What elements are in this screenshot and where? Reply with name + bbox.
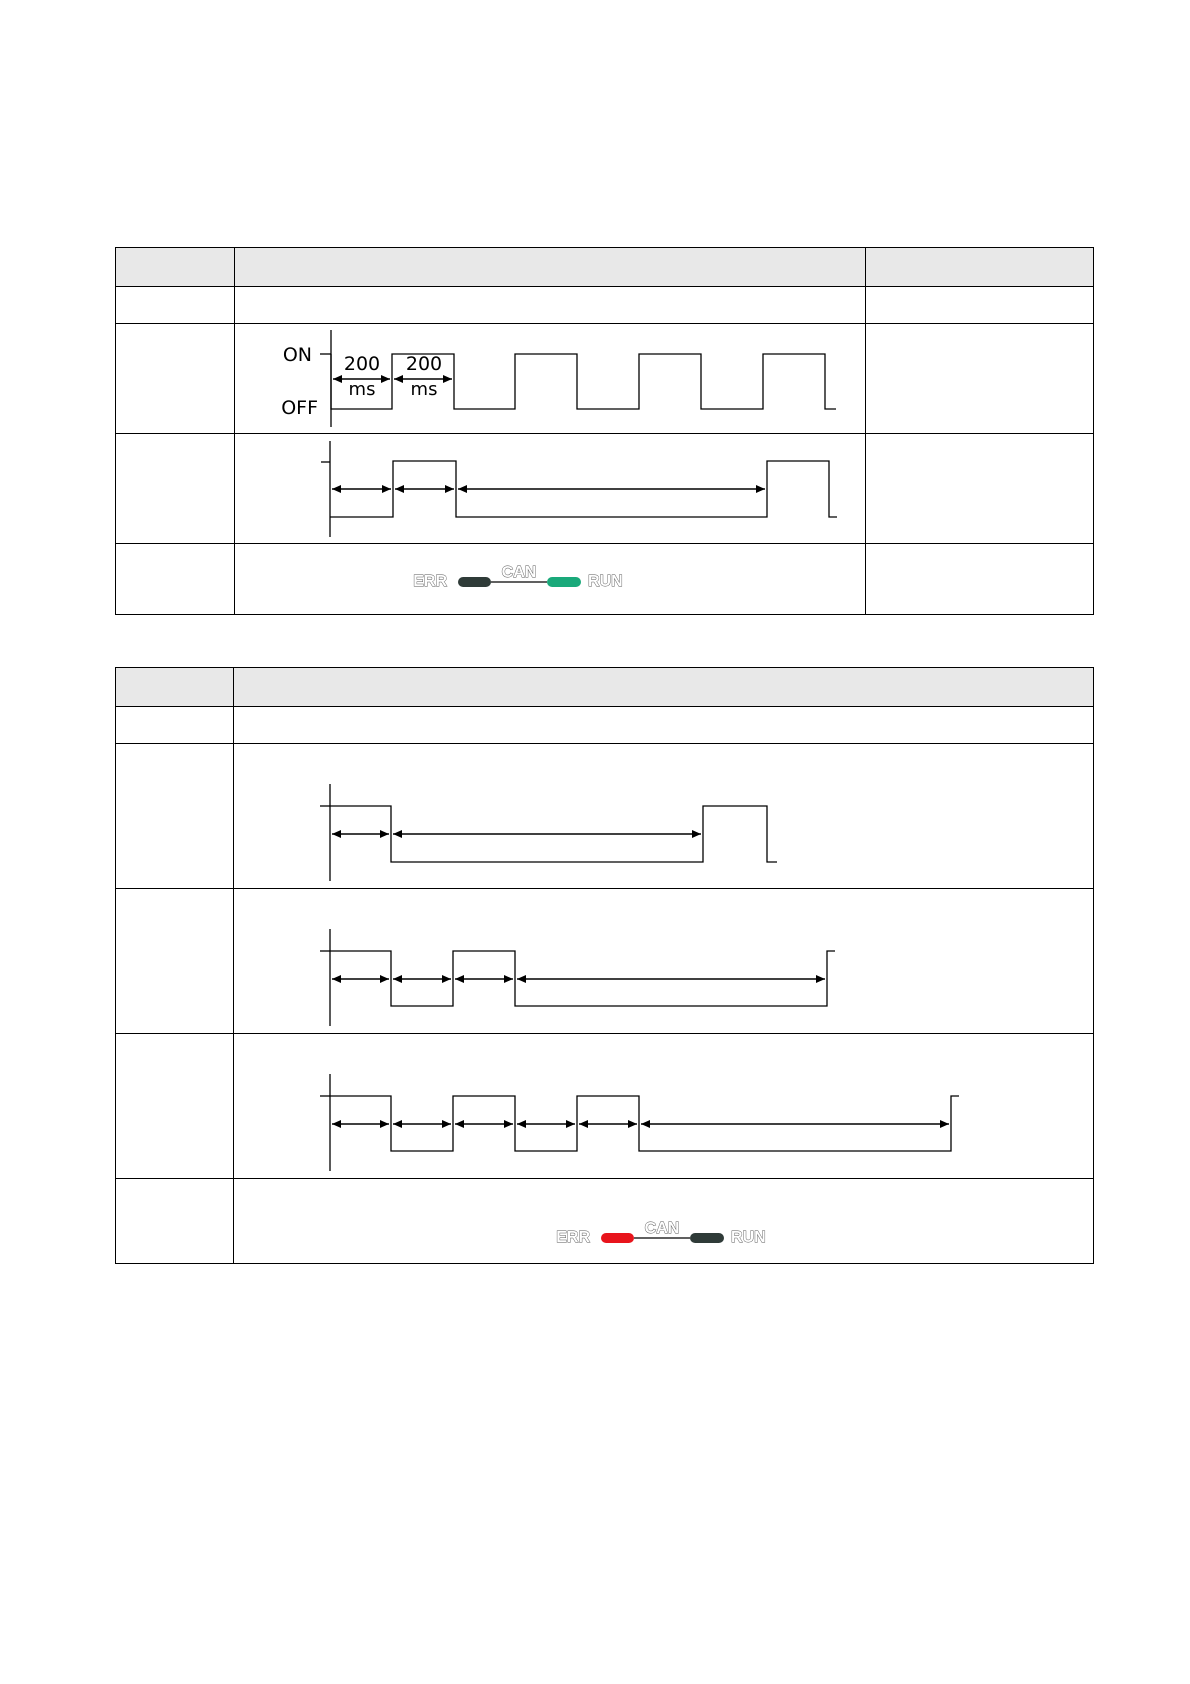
led-status-table-2 bbox=[115, 667, 1094, 1264]
led-status-table-1 bbox=[115, 247, 1094, 615]
off-label: OFF bbox=[281, 397, 318, 419]
table2-header-row bbox=[116, 668, 1093, 706]
run-label: RUN bbox=[731, 1229, 766, 1246]
table2-row-indicator bbox=[116, 1178, 1093, 1263]
table1-row-single-flash bbox=[116, 433, 1093, 543]
err-led bbox=[601, 1233, 634, 1243]
table2-row-single-flash bbox=[116, 743, 1093, 888]
err-label: ERR bbox=[413, 573, 447, 590]
table2-row-triple-flash bbox=[116, 1033, 1093, 1178]
can-label: CAN bbox=[501, 564, 537, 581]
flashing-waveform bbox=[116, 324, 1095, 434]
table1-header-row bbox=[116, 248, 1093, 286]
table2-col-divider-1 bbox=[233, 668, 234, 1263]
table2-row-double-flash bbox=[116, 888, 1093, 1033]
can-label: CAN bbox=[644, 1220, 680, 1237]
table1-row-flashing bbox=[116, 323, 1093, 433]
run-label: RUN bbox=[588, 573, 623, 590]
run-led bbox=[547, 577, 581, 587]
err-led bbox=[458, 577, 491, 587]
table1-col-divider-1 bbox=[234, 248, 235, 614]
run-led bbox=[690, 1233, 724, 1243]
triple-flash-waveform bbox=[116, 1034, 1095, 1179]
interval-1-unit: ms bbox=[348, 379, 376, 400]
interval-2-unit: ms bbox=[410, 379, 438, 400]
single-flash-waveform bbox=[116, 434, 1095, 544]
table1-row-1 bbox=[116, 286, 1093, 323]
single-flash-waveform-2 bbox=[116, 744, 1095, 889]
double-flash-waveform bbox=[116, 889, 1095, 1034]
interval-1-value: 200 bbox=[343, 353, 381, 375]
table1-row-indicator bbox=[116, 543, 1093, 614]
table2-row-1 bbox=[116, 706, 1093, 743]
led-indicator-1 bbox=[116, 544, 1095, 616]
on-label: ON bbox=[282, 344, 312, 366]
table1-col-divider-2 bbox=[865, 248, 866, 614]
led-indicator-2 bbox=[116, 1179, 1095, 1265]
interval-2-value: 200 bbox=[405, 353, 443, 375]
err-label: ERR bbox=[556, 1229, 590, 1246]
